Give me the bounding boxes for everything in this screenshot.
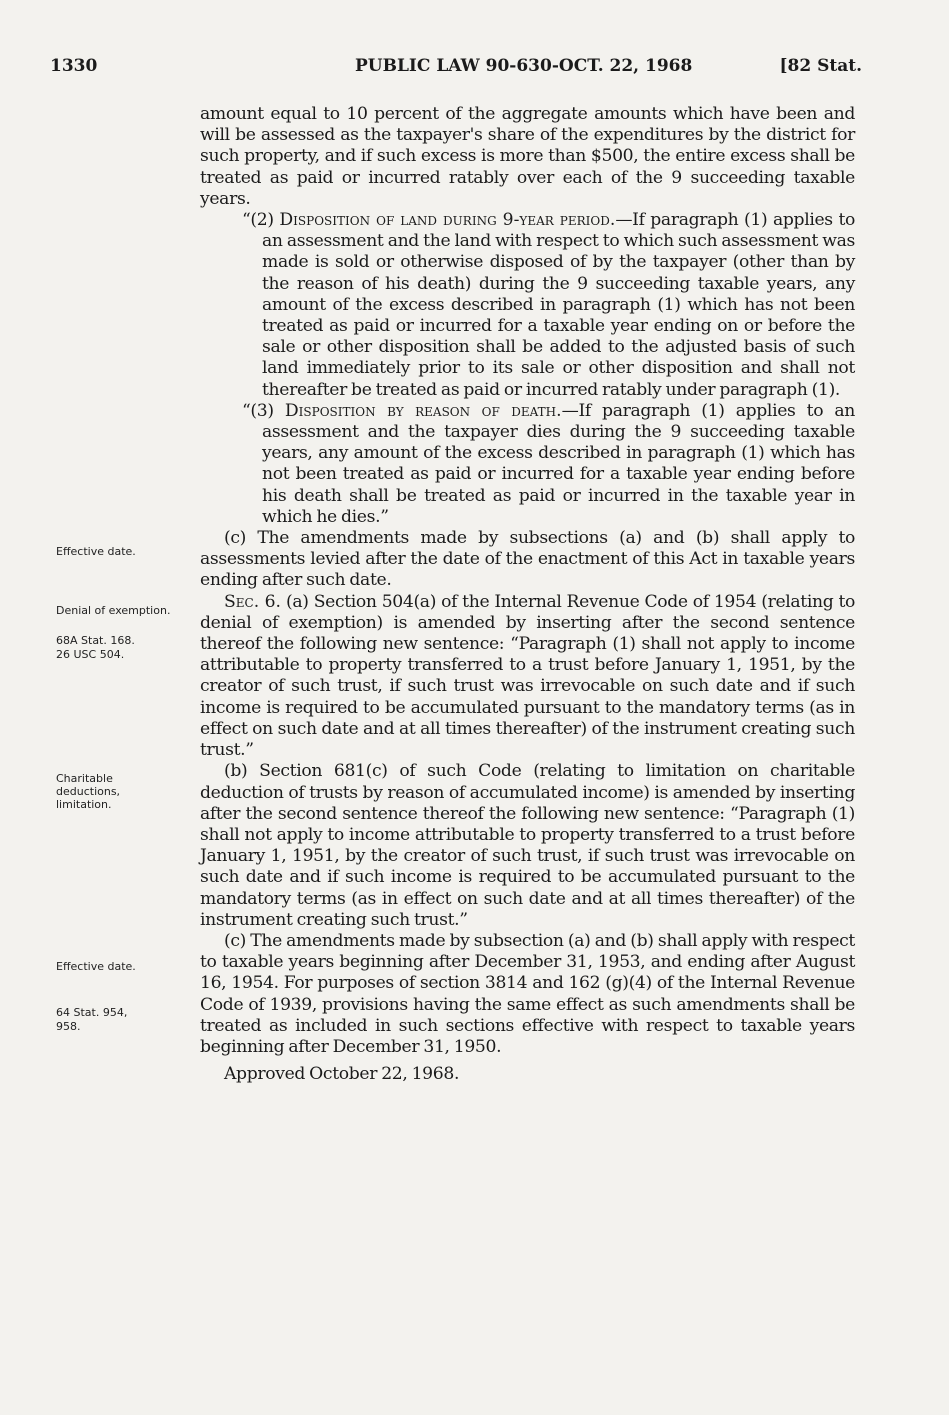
page-number: 1330 bbox=[50, 56, 98, 76]
statute-reference: [82 Stat. bbox=[779, 56, 862, 76]
paragraph-4: (c) The amendments made by subsections (a) and (b) shall apply to assessments levied after the date of the enactment of this Act in taxable years ending after such date. bbox=[200, 528, 855, 591]
paragraph-2-text: —If paragraph (1) applies to an assessment and the land with respect to which such assessment was made is sold or otherwise disposed of by the taxpayer (other than by the reason of his death) during the 9 succeeding taxable years, any amount of the excess described in paragraph (1) which has not been treated as paid or incurred for a taxable year ending on or before the sale or other disposition shall be added to the adjusted basis of such land immediately prior to its sale or other disposition and shall not thereafter be treated as paid or incurred ratably under paragraph (1). bbox=[262, 210, 855, 400]
paragraph-7: (c) The amendments made by subsection (a) and (b) shall apply with respect to taxable years beginning after December 31, 1953, and ending after August 16, 1954. For purposes of section 3814 and 162 (g)(4) of the Internal Revenue Code of 1939, provisions having the same effect as such amendments shall be treated as included in such sections effective with respect to taxable years beginning after December 31, 1950. bbox=[200, 930, 855, 1057]
paragraph-2-heading: Disposition of land during 9-year period. bbox=[279, 210, 616, 231]
paragraph-6: (b) Section 681(c) of such Code (relating to limitation on charitable deduction of trusts by reason of accumulated income) is amended by inserting after the second sentence thereof the following new sentence: “Paragraph (1) shall not apply to income attributable to property transferred to a trust before January 1, 1951, by the creator of such trust, if such trust was irrevocable on such date and if such income is required to be accumulated pursuant to the mandatory terms (as in effect on such date and at all times thereafter) of the instrument creating such trust.” bbox=[200, 761, 855, 930]
body-text bbox=[200, 104, 855, 1085]
margin-note-charitable-deductions: Charitable deductions, limitation. bbox=[56, 772, 121, 811]
paragraph-2 bbox=[200, 210, 855, 401]
margin-note-effective-date-1: Effective date. bbox=[56, 545, 136, 558]
margin-note-stat-ref-64: 64 Stat. 954, bbox=[56, 1006, 128, 1019]
paragraph-5-text: (a) Section 504(a) of the Internal Revenue Code of 1954 (relating to denial of exemption) is amended by inserting after the second sentence thereof the following new sentence: “Paragraph (1) shall not apply to income attributable to property transferred to a trust before January 1, 1951, by the creator of such trust, if such trust was irrevocable on such date and if such income is required to be accumulated pursuant to the mandatory terms (as in effect on such date and at all times thereafter) of the instrument creating such trust.” bbox=[200, 591, 855, 761]
page-title: PUBLIC LAW 90-630-OCT. 22, 1968 bbox=[355, 56, 693, 76]
paragraph-2-lead: “(2) bbox=[242, 210, 280, 231]
paragraph-1: amount equal to 10 percent of the aggregate amounts which have been and will be assessed as the taxpayer's share of the expenditures by the district for such property, and if such excess is more than $500, the entire excess shall be treated as paid or incurred ratably over each of the 9 succeeding taxable years. bbox=[200, 104, 855, 209]
approval-date: Approved October 22, 1968. bbox=[224, 1064, 460, 1085]
margin-note-stat-ref-958: 958. bbox=[56, 1020, 81, 1033]
paragraph-3-heading: Disposition by reason of death. bbox=[284, 400, 562, 421]
paragraph-3-text: —If paragraph (1) applies to an assessment and the taxpayer dies during the 9 succeeding taxable years, any amount of the excess described in paragraph (1) which has not been treated as paid or incurred for a taxable year ending before his death shall be treated as paid or incurred in the taxable year in which he dies.” bbox=[262, 400, 855, 527]
margin-note-ref-26usc: 26 USC 504. bbox=[56, 648, 125, 661]
page-header bbox=[50, 56, 862, 86]
section-6-label: Sec. 6. bbox=[224, 591, 281, 612]
paragraph-5 bbox=[200, 592, 855, 762]
margin-note-denial-of-exemption: Denial of exemption. bbox=[56, 604, 171, 617]
paragraph-3-lead: “(3) bbox=[242, 400, 285, 421]
paragraph-3 bbox=[200, 401, 855, 528]
margin-note-ref-68a: 68A Stat. 168. bbox=[56, 634, 135, 647]
margin-note-effective-date-2: Effective date. bbox=[56, 960, 136, 973]
